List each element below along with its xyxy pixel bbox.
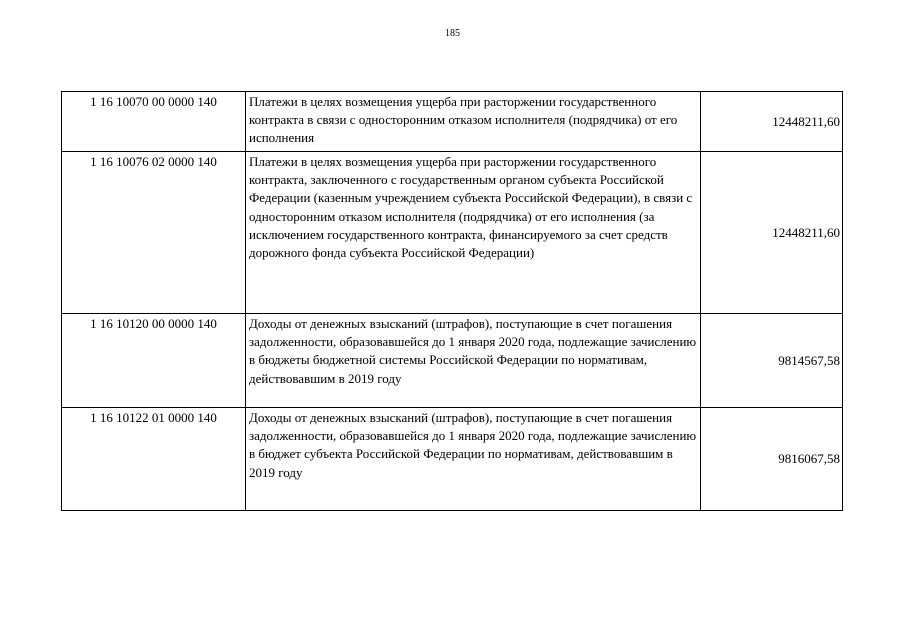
table-row [62, 152, 843, 314]
revenue-description: Доходы от денежных взысканий (штрафов), поступающие в счет погашения задолженности, образовавшейся до 1 января 2020 года, подлежащие зачислению в бюджет субъекта Российской Федерации по нормативам, действовавшим в 2019 году [246, 408, 701, 511]
table-row [62, 408, 843, 511]
revenue-description: Платежи в целях возмещения ущерба при расторжении государственного контракта в связи с односторонним отказом исполнителя (подрядчика) от его исполнения [246, 92, 701, 152]
revenue-amount: 9816067,58 [701, 408, 843, 511]
budget-classification-code: 1 16 10122 01 0000 140 [62, 408, 246, 511]
table-row [62, 92, 843, 152]
revenue-description: Доходы от денежных взысканий (штрафов), поступающие в счет погашения задолженности, образовавшейся до 1 января 2020 года, подлежащие зачислению в бюджеты бюджетной системы Российской Федерации по нормативам, действовавшим в 2019 году [246, 314, 701, 408]
budget-classification-code: 1 16 10120 00 0000 140 [62, 314, 246, 408]
budget-classification-code: 1 16 10076 02 0000 140 [62, 152, 246, 314]
page-number: 185 [445, 28, 460, 39]
budget-classification-code: 1 16 10070 00 0000 140 [62, 92, 246, 152]
revenue-description: Платежи в целях возмещения ущерба при расторжении государственного контракта, заключенного с государственным органом субъекта Российской Федерации (казенным учреждением субъекта Российской Федерации), в связи с односторонним отказом исполнителя (подрядчика) от его исполнения (за исключением государственного контракта, финансируемого за счет средств дорожного фонда субъекта Российской Федерации) [246, 152, 701, 314]
revenue-amount: 12448211,60 [701, 92, 843, 152]
budget-revenue-table [61, 91, 843, 511]
revenue-amount: 12448211,60 [701, 152, 843, 314]
table-row [62, 314, 843, 408]
revenue-amount: 9814567,58 [701, 314, 843, 408]
